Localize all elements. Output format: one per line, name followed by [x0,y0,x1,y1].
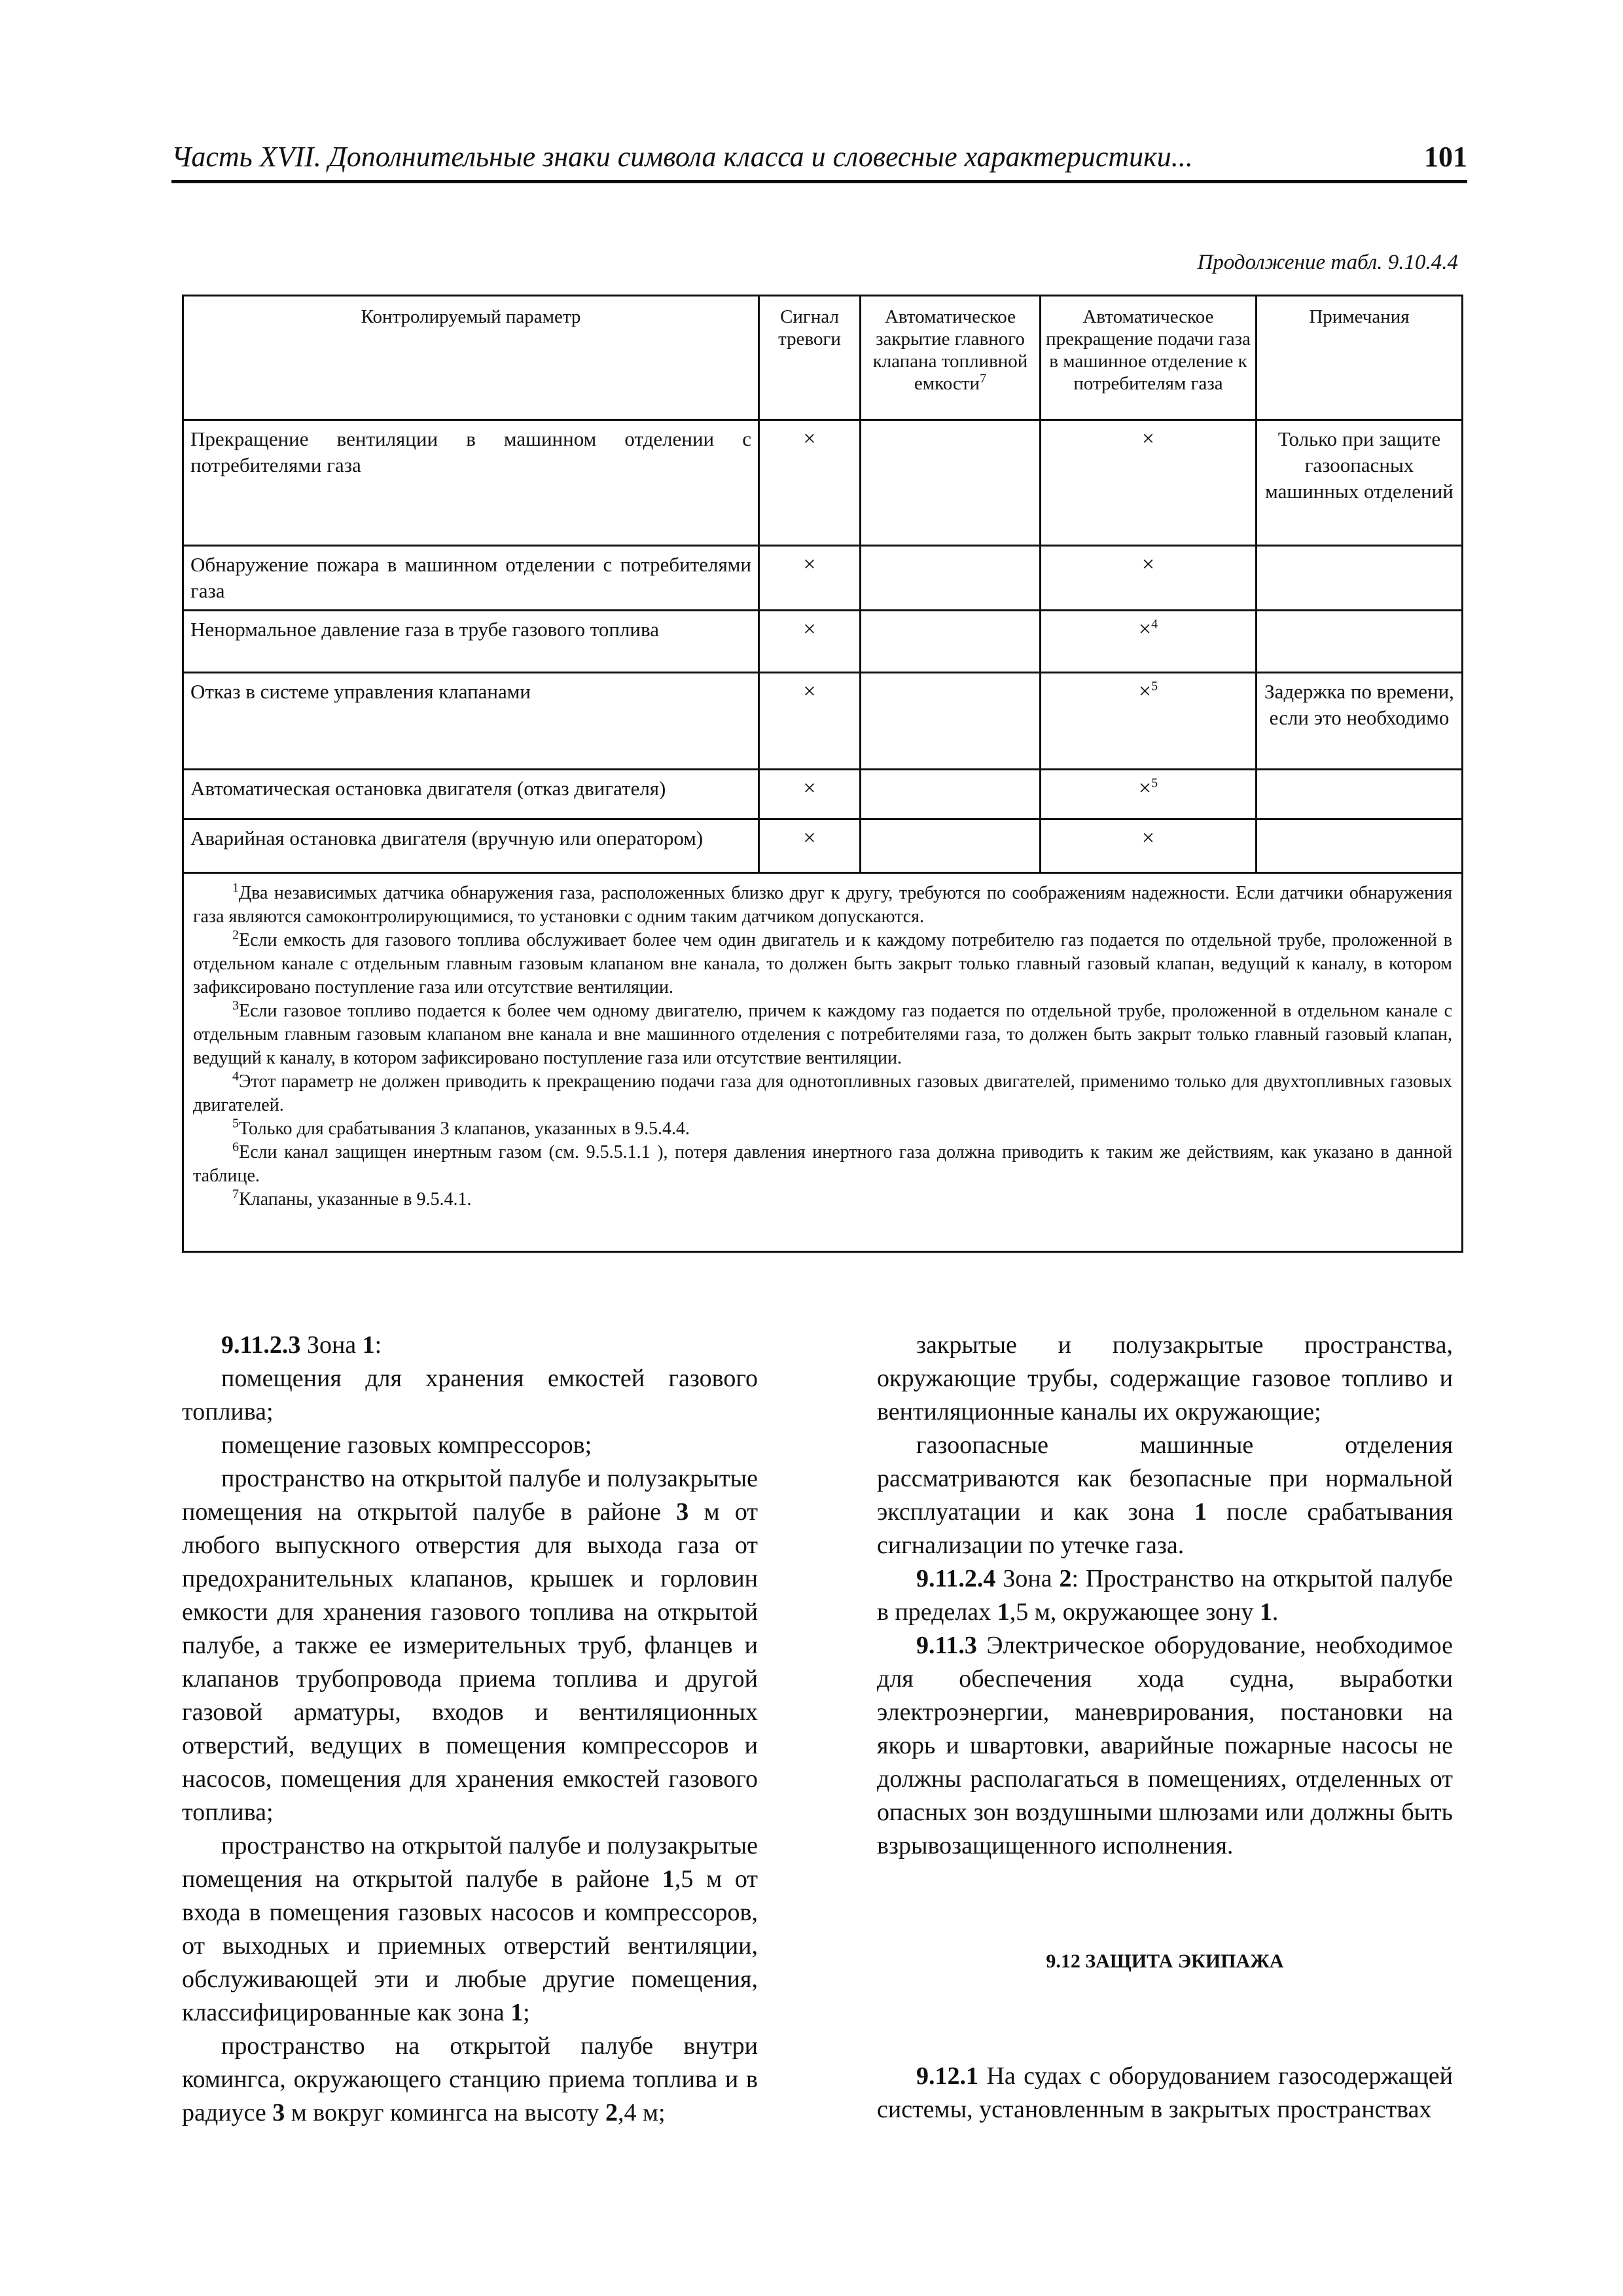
row-note [1257,546,1463,611]
row-alarm: × [759,420,861,546]
row-note [1257,770,1463,819]
header-alarm: Сигнал тревоги [759,296,861,420]
paragraph: помещения для хранения емкостей газового топлива; [182,1365,758,1426]
table-caption: Продолжение табл. 9.10.4.4 [1197,251,1458,274]
row-close [861,673,1041,770]
right-text-column [877,1329,1453,2126]
monitored-parameters-table [182,295,1463,1253]
table-footnotes [183,873,1463,1252]
row-alarm: × [759,611,861,673]
table-header-row [183,296,1463,420]
footnote: $^5$Только для срабатывания 3 клапанов, указанных в 9.5.4.4. [232,1116,690,1139]
row-close [861,420,1041,546]
row-alarm: × [759,546,861,611]
footnote: $^7$Клапаны, указанные в 9.5.4.1. [232,1187,472,1210]
footnotes-row [183,873,1463,1252]
row-stop: ×$^5$ [1041,770,1257,819]
row-note [1257,819,1463,873]
row-note: Задержка по времени, если это необходимо [1257,673,1463,770]
row-close [861,770,1041,819]
row-stop: × [1041,819,1257,873]
row-note: Только при защите газоопасных машинных отделений [1257,420,1463,546]
row-close [861,819,1041,873]
row-stop: × [1041,420,1257,546]
paragraph: помещение газовых компрессоров; [221,1431,592,1459]
row-param: Обнаружение пожара в машинном отделении с потребителями газа [183,546,759,611]
row-stop: ×$^5$ [1041,673,1257,770]
footnote: $^2$Если емкость для газового топлива обслуживает более чем один двигатель и к каждому потребителю газ подается по отдельной трубе, проложенной в отдельном канале с отдельным главным газовым клапаном вне канала, то должен быть закрыт только главный газовый клапан, ведущий к каналу, в котором зафиксировано поступление газа или отсутствие вентиляции. [193,927,1452,997]
header-param: Контролируемый параметр [183,296,759,420]
paragraph: закрытые и полузакрытые пространства, окружающие трубы, содержащие газовое топливо и вентиляционные каналы их окружающие; [877,1331,1453,1426]
header-auto-stop: Автоматическое прекращение подачи газа в машинное отделение к потребителям газа [1041,296,1257,420]
table-row [183,770,1463,819]
table-row [183,546,1463,611]
footnote: $^6$Если канал защищен инертным газом (см. 9.5.5.1.1 ), потеря давления инертного газа должна приводить к таким же действиям, как указано в данной таблице. [193,1139,1452,1186]
clause-9-12-1: 9.12.1 На судах с оборудованием газосодержащей системы, установленным в закрытых пространствах [877,2062,1453,2123]
row-note [1257,611,1463,673]
left-text-column [182,1329,758,2130]
page-number: 101 [1424,141,1467,173]
row-param: Аварийная остановка двигателя (вручную или оператором) [183,819,759,873]
header-auto-close: Автоматическое закрытие главного клапана топливной емкости$^7$ [861,296,1041,420]
table-row [183,611,1463,673]
row-param: Прекращение вентиляции в машинном отделении с потребителями газа [183,420,759,546]
row-close [861,546,1041,611]
running-header-title: Часть XVII. Дополнительные знаки символа класса и словесные характеристики... [171,141,1193,173]
footnote: $^3$Если газовое топливо подается к более чем одному двигателю, причем к каждому газ подается по отдельной трубе, проложенной в отдельном канале с отдельным главным газовым клапаном вне канала и вне машинного отделения с потребителями газа, то должен быть закрыт только главный газовый клапан, ведущий к каналу, в котором зафиксировано поступление газа или отсутствие вентиляции. [193,998,1452,1068]
footnote: $^4$Этот параметр не должен приводить к прекращению подачи газа для однотопливных газовых двигателей, применимо только для двухтопливных газовых двигателей. [193,1069,1452,1115]
row-alarm: × [759,819,861,873]
clause-9-11-2-3: 9.11.2.3 Зона 1: [221,1331,382,1359]
clause-9-11-2-4: 9.11.2.4 Зона 2: Пространство на открытой палубе в пределах 1,5 м, окружающее зону 1. [877,1565,1453,1626]
section-heading: 9.12 ЗАЩИТА ЭКИПАЖА [1046,1950,1284,1972]
clause-9-11-3: 9.11.3 Электрическое оборудование, необходимое для обеспечения хода судна, выработки электроэнергии, маневрирования, постановки на якорь и швартовки, аварийные пожарные насосы не должны располагаться в помещениях, отделенных от опасных зон воздушными шлюзами или должны быть взрывозащищенного исполнения. [877,1632,1453,1859]
paragraph: пространство на открытой палубе и полузакрытые помещения на открытой палубе в районе 1,5 м от входа в помещения газовых насосов и компрессоров, от выходных и приемных отверстий вентиляции, обслуживающей эти и любые другие помещения, классифицированные как зона 1; [182,1832,758,2026]
table-row [183,420,1463,546]
row-stop: ×$^4$ [1041,611,1257,673]
table-row [183,819,1463,873]
paragraph: газоопасные машинные отделения рассматриваются как безопасные при нормальной эксплуатации и как зона 1 после срабатывания сигнализации по утечке газа. [877,1431,1453,1559]
footnote: $^1$Два независимых датчика обнаружения газа, расположенных близко друг к другу, требуются по соображениям надежности. Если датчики обнаружения газа являются самоконтролирующимися, то установки с одним таким датчиком допускаются. [193,880,1452,927]
row-param: Ненормальное давление газа в трубе газового топлива [183,611,759,673]
row-param: Отказ в системе управления клапанами [183,673,759,770]
row-close [861,611,1041,673]
row-param: Автоматическая остановка двигателя (отказ двигателя) [183,770,759,819]
row-alarm: × [759,673,861,770]
header-notes: Примечания [1257,296,1463,420]
row-alarm: × [759,770,861,819]
row-stop: × [1041,546,1257,611]
paragraph: пространство на открытой палубе и полузакрытые помещения на открытой палубе в районе 3 м от любого выпускного отверстия для выхода газа от предохранительных клапанов, крышек и горловин емкости для хранения газового топлива на открытой палубе, а также ее измерительных труб, фланцев и клапанов трубопровода приема топлива и другой газовой арматуры, входов и вентиляционных отверстий, ведущих в помещения компрессоров и насосов, помещения для хранения емкостей газового топлива; [182,1465,758,1826]
running-header [171,134,1467,183]
table-row [183,673,1463,770]
paragraph: пространство на открытой палубе внутри комингса, окружающего станцию приема топлива и в радиусе 3 м вокруг комингса на высоту 2,4 м; [182,2032,758,2126]
